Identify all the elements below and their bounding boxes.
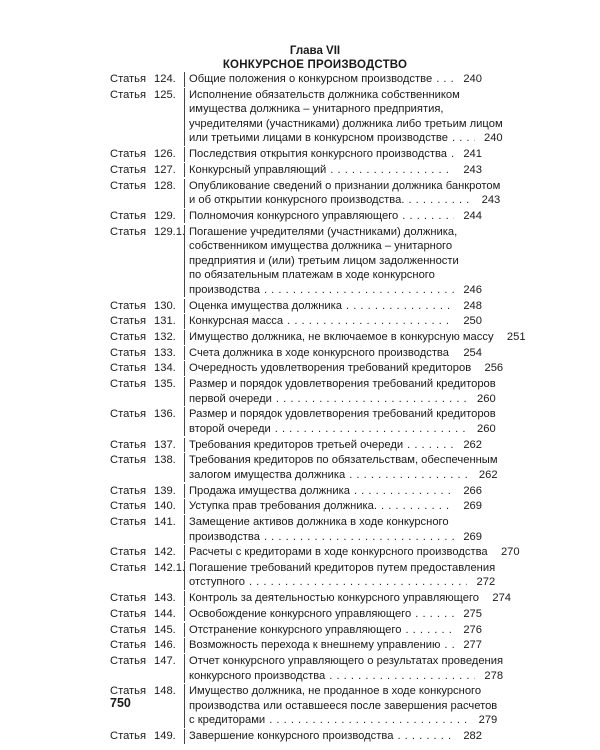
page-ref: 270 xyxy=(500,546,520,559)
title-line: Продажа имущества должника xyxy=(189,484,350,497)
article-word: Статья xyxy=(110,685,147,698)
title-last-line xyxy=(189,392,496,407)
title-line: и об открытии конкурсного производства. xyxy=(189,194,405,207)
dot-leader xyxy=(276,392,468,407)
title-line: Оценка имущества должника xyxy=(189,299,342,312)
title-line: Возможность перехода к внешнему управлению xyxy=(189,639,441,652)
article-word: Статья xyxy=(110,378,147,390)
article-word: Статья xyxy=(110,515,147,528)
page-ref: 262 xyxy=(463,438,482,451)
article-word: Статья xyxy=(110,299,147,312)
article-title xyxy=(184,545,520,560)
article-number: 134. xyxy=(154,362,176,375)
title-line: имущества должника – унитарного предприятия, xyxy=(189,103,444,116)
article-title xyxy=(184,438,482,453)
article-title xyxy=(184,88,503,146)
title-line: Уступка прав требования должника. xyxy=(189,500,377,513)
article-number: 144. xyxy=(154,607,176,620)
article-title xyxy=(184,314,482,329)
article-number: 133. xyxy=(154,346,176,359)
title-last-line xyxy=(189,575,495,590)
title-line: Замещение активов должника в ходе конкурсного xyxy=(189,515,449,528)
article-number: 138. xyxy=(154,454,176,467)
title-last-line xyxy=(189,438,482,453)
toc-entry xyxy=(110,346,482,361)
title-last-line xyxy=(189,361,503,376)
dot-leader xyxy=(397,729,454,744)
page-ref: 274 xyxy=(492,592,512,605)
dot-leader xyxy=(452,131,475,146)
page-ref: 262 xyxy=(478,468,498,481)
page-ref: 241 xyxy=(463,148,482,161)
page-ref: 246 xyxy=(463,283,482,296)
title-line: Имущество должника, не проданное в ходе конкурсного xyxy=(189,685,482,698)
article-word: Статья xyxy=(110,362,147,375)
toc-entry xyxy=(110,361,504,376)
article-title xyxy=(184,377,496,406)
article-word: Статья xyxy=(110,163,147,176)
article-word: Статья xyxy=(110,484,147,497)
dot-leader xyxy=(329,669,475,684)
article-number: 143. xyxy=(154,592,176,605)
article-title xyxy=(184,561,495,590)
title-line: Очередность удовлетворения требований кредиторов xyxy=(189,362,472,375)
page-ref: 272 xyxy=(476,576,496,589)
dot-leader xyxy=(354,484,454,499)
title-last-line xyxy=(189,209,482,224)
article-number: 129.1. xyxy=(154,225,186,238)
title-line: учредителями (участниками) должника либо третьим лицом xyxy=(189,117,503,130)
title-line: Общие положения о конкурсном производстве xyxy=(189,73,433,85)
title-line: Конкурсная масса xyxy=(189,315,284,328)
toc-entry xyxy=(110,209,482,224)
page-ref: 250 xyxy=(463,315,482,328)
title-last-line xyxy=(189,131,503,146)
dot-leader xyxy=(349,468,469,483)
title-last-line xyxy=(189,283,482,298)
toc-entry xyxy=(110,545,520,560)
article-title xyxy=(184,499,482,514)
dot-leader xyxy=(269,713,469,728)
article-number: 125. xyxy=(154,88,176,101)
article-number: 147. xyxy=(154,654,176,667)
chapter-number: Глава VII xyxy=(289,45,341,57)
article-title xyxy=(184,638,482,653)
toc-entry xyxy=(110,72,482,87)
title-last-line xyxy=(189,591,511,606)
title-line: Последствия открытия конкурсного производства xyxy=(189,148,448,161)
toc-entry xyxy=(110,179,501,208)
page-ref: 275 xyxy=(463,607,482,620)
article-title xyxy=(184,72,482,87)
title-line: Завершение конкурсного производства xyxy=(189,730,394,743)
page-ref: 269 xyxy=(463,500,482,513)
page-ref: 243 xyxy=(481,194,501,207)
title-line: Счета должника в ходе конкурсного производства xyxy=(189,346,449,359)
article-word: Статья xyxy=(110,546,147,559)
toc-entry xyxy=(110,225,482,298)
article-word: Статья xyxy=(110,73,147,85)
article-number: 149. xyxy=(154,730,176,743)
article-number: 142.1. xyxy=(154,561,186,574)
article-title xyxy=(184,346,482,361)
article-word: Статья xyxy=(110,438,147,451)
title-last-line xyxy=(189,163,482,178)
article-word: Статья xyxy=(110,408,147,421)
page-ref: 266 xyxy=(463,484,482,497)
article-number: 142. xyxy=(154,546,176,559)
title-last-line xyxy=(189,72,482,87)
title-last-line xyxy=(189,147,482,162)
article-word: Статья xyxy=(110,346,147,359)
dot-leader xyxy=(275,422,468,437)
page-ref: 277 xyxy=(463,639,482,652)
title-last-line xyxy=(189,669,503,684)
title-last-line xyxy=(189,623,482,638)
article-word: Статья xyxy=(110,730,147,743)
dot-leader xyxy=(346,299,454,314)
page-ref: 243 xyxy=(463,163,482,176)
dot-leader xyxy=(287,314,454,329)
toc-entry xyxy=(110,330,526,345)
title-line: производства или оставшееся после завершения расчетов xyxy=(189,699,498,712)
article-title xyxy=(184,179,500,208)
title-line: Конкурсный управляющий xyxy=(189,163,327,176)
title-last-line xyxy=(189,468,498,483)
title-line: или третьими лицами в конкурсном производстве xyxy=(189,132,448,145)
dot-leader xyxy=(436,72,454,87)
dot-leader xyxy=(402,209,454,224)
title-last-line xyxy=(189,422,496,437)
title-line: Полномочия конкурсного управляющего xyxy=(189,209,399,222)
page-ref: 260 xyxy=(477,392,496,405)
article-number: 135. xyxy=(154,378,176,390)
title-last-line xyxy=(189,638,482,653)
page-ref: 251 xyxy=(506,330,526,343)
article-number: 131. xyxy=(154,315,176,328)
dot-leader xyxy=(444,638,454,653)
article-word: Статья xyxy=(110,454,147,467)
page-ref: 269 xyxy=(463,530,482,543)
article-title xyxy=(184,361,503,376)
article-word: Статья xyxy=(110,639,147,652)
article-title xyxy=(184,453,498,482)
toc-entry xyxy=(110,638,482,653)
title-line: производства xyxy=(189,283,260,296)
article-number: 129. xyxy=(154,209,176,222)
article-word: Статья xyxy=(110,592,147,605)
toc-entry xyxy=(110,654,504,683)
article-word: Статья xyxy=(110,607,147,620)
page-ref: 279 xyxy=(478,714,498,727)
article-title xyxy=(184,654,503,683)
article-word: Статья xyxy=(110,225,147,238)
title-last-line xyxy=(189,530,482,545)
title-last-line xyxy=(189,545,520,560)
toc-entry xyxy=(110,623,482,638)
article-title xyxy=(184,163,482,178)
page-ref: 240 xyxy=(483,132,503,145)
dot-leader xyxy=(408,193,472,208)
article-word: Статья xyxy=(110,179,147,192)
toc-entry xyxy=(110,499,482,514)
toc-entry xyxy=(110,299,482,314)
article-title xyxy=(184,147,482,162)
article-number: 130. xyxy=(154,299,176,312)
title-line: Отчет конкурсного управляющего о результатах проведения xyxy=(189,654,504,667)
title-last-line xyxy=(189,346,482,361)
title-line: Размер и порядок удовлетворения требований кредиторов xyxy=(189,378,496,390)
article-word: Статья xyxy=(110,148,147,161)
article-title xyxy=(184,515,482,544)
page-ref: 254 xyxy=(463,346,482,359)
title-line: собственником имущества должника – унитарного xyxy=(189,240,453,253)
toc-entry xyxy=(110,453,498,482)
toc-entry xyxy=(110,377,496,406)
article-number: 136. xyxy=(154,408,176,421)
article-number: 124. xyxy=(154,73,176,85)
title-line: с кредиторами xyxy=(189,714,266,727)
title-line: конкурсного производства xyxy=(189,669,326,682)
title-line: Отстранение конкурсного управляющего xyxy=(189,623,402,636)
dot-leader xyxy=(453,346,454,361)
title-line: Погашение учредителями (участниками) должника, xyxy=(189,225,458,238)
title-line: по обязательным платежам в ходе конкурсного xyxy=(189,269,435,282)
title-last-line xyxy=(189,713,497,728)
chapter-title: КОНКУРСНОЕ ПРОИЗВОДСТВО xyxy=(222,59,408,71)
page-ref: 278 xyxy=(484,669,504,682)
article-title xyxy=(184,407,496,436)
title-line: Исполнение обязательств должника собственником xyxy=(189,88,460,101)
dot-leader xyxy=(264,530,454,545)
toc-entry xyxy=(110,607,482,622)
title-line: отступного xyxy=(189,576,245,589)
title-line: Размер и порядок удовлетворения требований кредиторов xyxy=(189,408,496,421)
toc-entry xyxy=(110,88,503,146)
title-line: Расчеты с кредиторами в ходе конкурсного производства xyxy=(189,546,488,559)
page-ref: 282 xyxy=(463,730,482,743)
article-word: Статья xyxy=(110,209,147,222)
title-last-line xyxy=(189,607,482,622)
title-line: Имущество должника, не включаемое в конкурсную массу xyxy=(189,330,494,343)
toc-entry xyxy=(110,163,482,178)
article-title xyxy=(184,591,511,606)
page-ref: 276 xyxy=(463,623,482,636)
table-of-contents xyxy=(110,72,526,745)
dot-leader xyxy=(249,575,467,590)
page-number: 750 xyxy=(110,696,131,710)
title-line: залогом имущества должника xyxy=(189,468,346,481)
title-last-line xyxy=(189,729,482,744)
dot-leader xyxy=(405,623,454,638)
title-last-line xyxy=(189,193,500,208)
article-word: Статья xyxy=(110,654,147,667)
toc-entry xyxy=(110,729,482,744)
article-word: Статья xyxy=(110,561,147,574)
article-title xyxy=(184,330,526,345)
page-ref: 248 xyxy=(463,299,482,312)
article-word: Статья xyxy=(110,330,147,343)
title-line: Опубликование сведений о признании должника банкротом xyxy=(189,179,501,192)
toc-entry xyxy=(110,484,482,499)
article-word: Статья xyxy=(110,88,147,101)
article-title xyxy=(184,299,482,314)
toc-entry xyxy=(110,314,482,329)
article-title xyxy=(184,484,482,499)
dot-leader xyxy=(381,499,454,514)
article-number: 145. xyxy=(154,623,176,636)
title-last-line xyxy=(189,499,482,514)
title-line: производства xyxy=(189,530,260,543)
article-word: Статья xyxy=(110,315,147,328)
article-title xyxy=(184,209,482,224)
article-number: 148. xyxy=(154,685,176,698)
toc-entry xyxy=(110,438,482,453)
title-last-line xyxy=(189,299,482,314)
page-ref: 260 xyxy=(477,422,496,435)
article-number: 141. xyxy=(154,515,176,528)
page-ref: 244 xyxy=(463,209,482,222)
article-title xyxy=(184,729,482,744)
article-word: Статья xyxy=(110,500,147,513)
dot-leader xyxy=(451,147,454,162)
title-line: Погашение требований кредиторов путем предоставления xyxy=(189,561,496,574)
article-number: 139. xyxy=(154,484,176,497)
dot-leader xyxy=(407,438,454,453)
article-number: 127. xyxy=(154,163,176,176)
article-title xyxy=(184,225,482,298)
title-last-line xyxy=(189,484,482,499)
article-number: 146. xyxy=(154,639,176,652)
page-ref: 240 xyxy=(463,73,482,85)
dot-leader xyxy=(415,607,454,622)
article-title xyxy=(184,607,482,622)
article-title xyxy=(184,623,482,638)
article-number: 140. xyxy=(154,500,176,513)
title-line: Требования кредиторов третьей очереди xyxy=(189,438,404,451)
title-line: первой очереди xyxy=(189,392,272,405)
page-ref: 256 xyxy=(484,362,504,375)
title-last-line xyxy=(189,314,482,329)
toc-entry xyxy=(110,684,498,728)
title-line: второй очереди xyxy=(189,422,271,435)
article-number: 137. xyxy=(154,438,176,451)
chapter-header xyxy=(0,44,600,72)
article-number: 128. xyxy=(154,179,176,192)
title-line: Контроль за деятельностью конкурсного управляющего xyxy=(189,592,480,605)
article-word: Статья xyxy=(110,623,147,636)
toc-entry xyxy=(110,561,496,590)
article-number: 126. xyxy=(154,148,176,161)
title-line: предприятия и (или) третьим лицом задолженности xyxy=(189,254,459,267)
dot-leader xyxy=(264,283,454,298)
toc-entry xyxy=(110,515,482,544)
toc-entry xyxy=(110,147,482,162)
toc-entry xyxy=(110,591,512,606)
article-title xyxy=(184,684,497,728)
article-number: 132. xyxy=(154,330,176,343)
title-line: Освобождение конкурсного управляющего xyxy=(189,607,412,620)
title-line: Требования кредиторов по обязательствам, обеспеченным xyxy=(189,454,498,467)
toc-entry xyxy=(110,407,496,436)
dot-leader xyxy=(330,163,454,178)
title-last-line xyxy=(189,330,526,345)
